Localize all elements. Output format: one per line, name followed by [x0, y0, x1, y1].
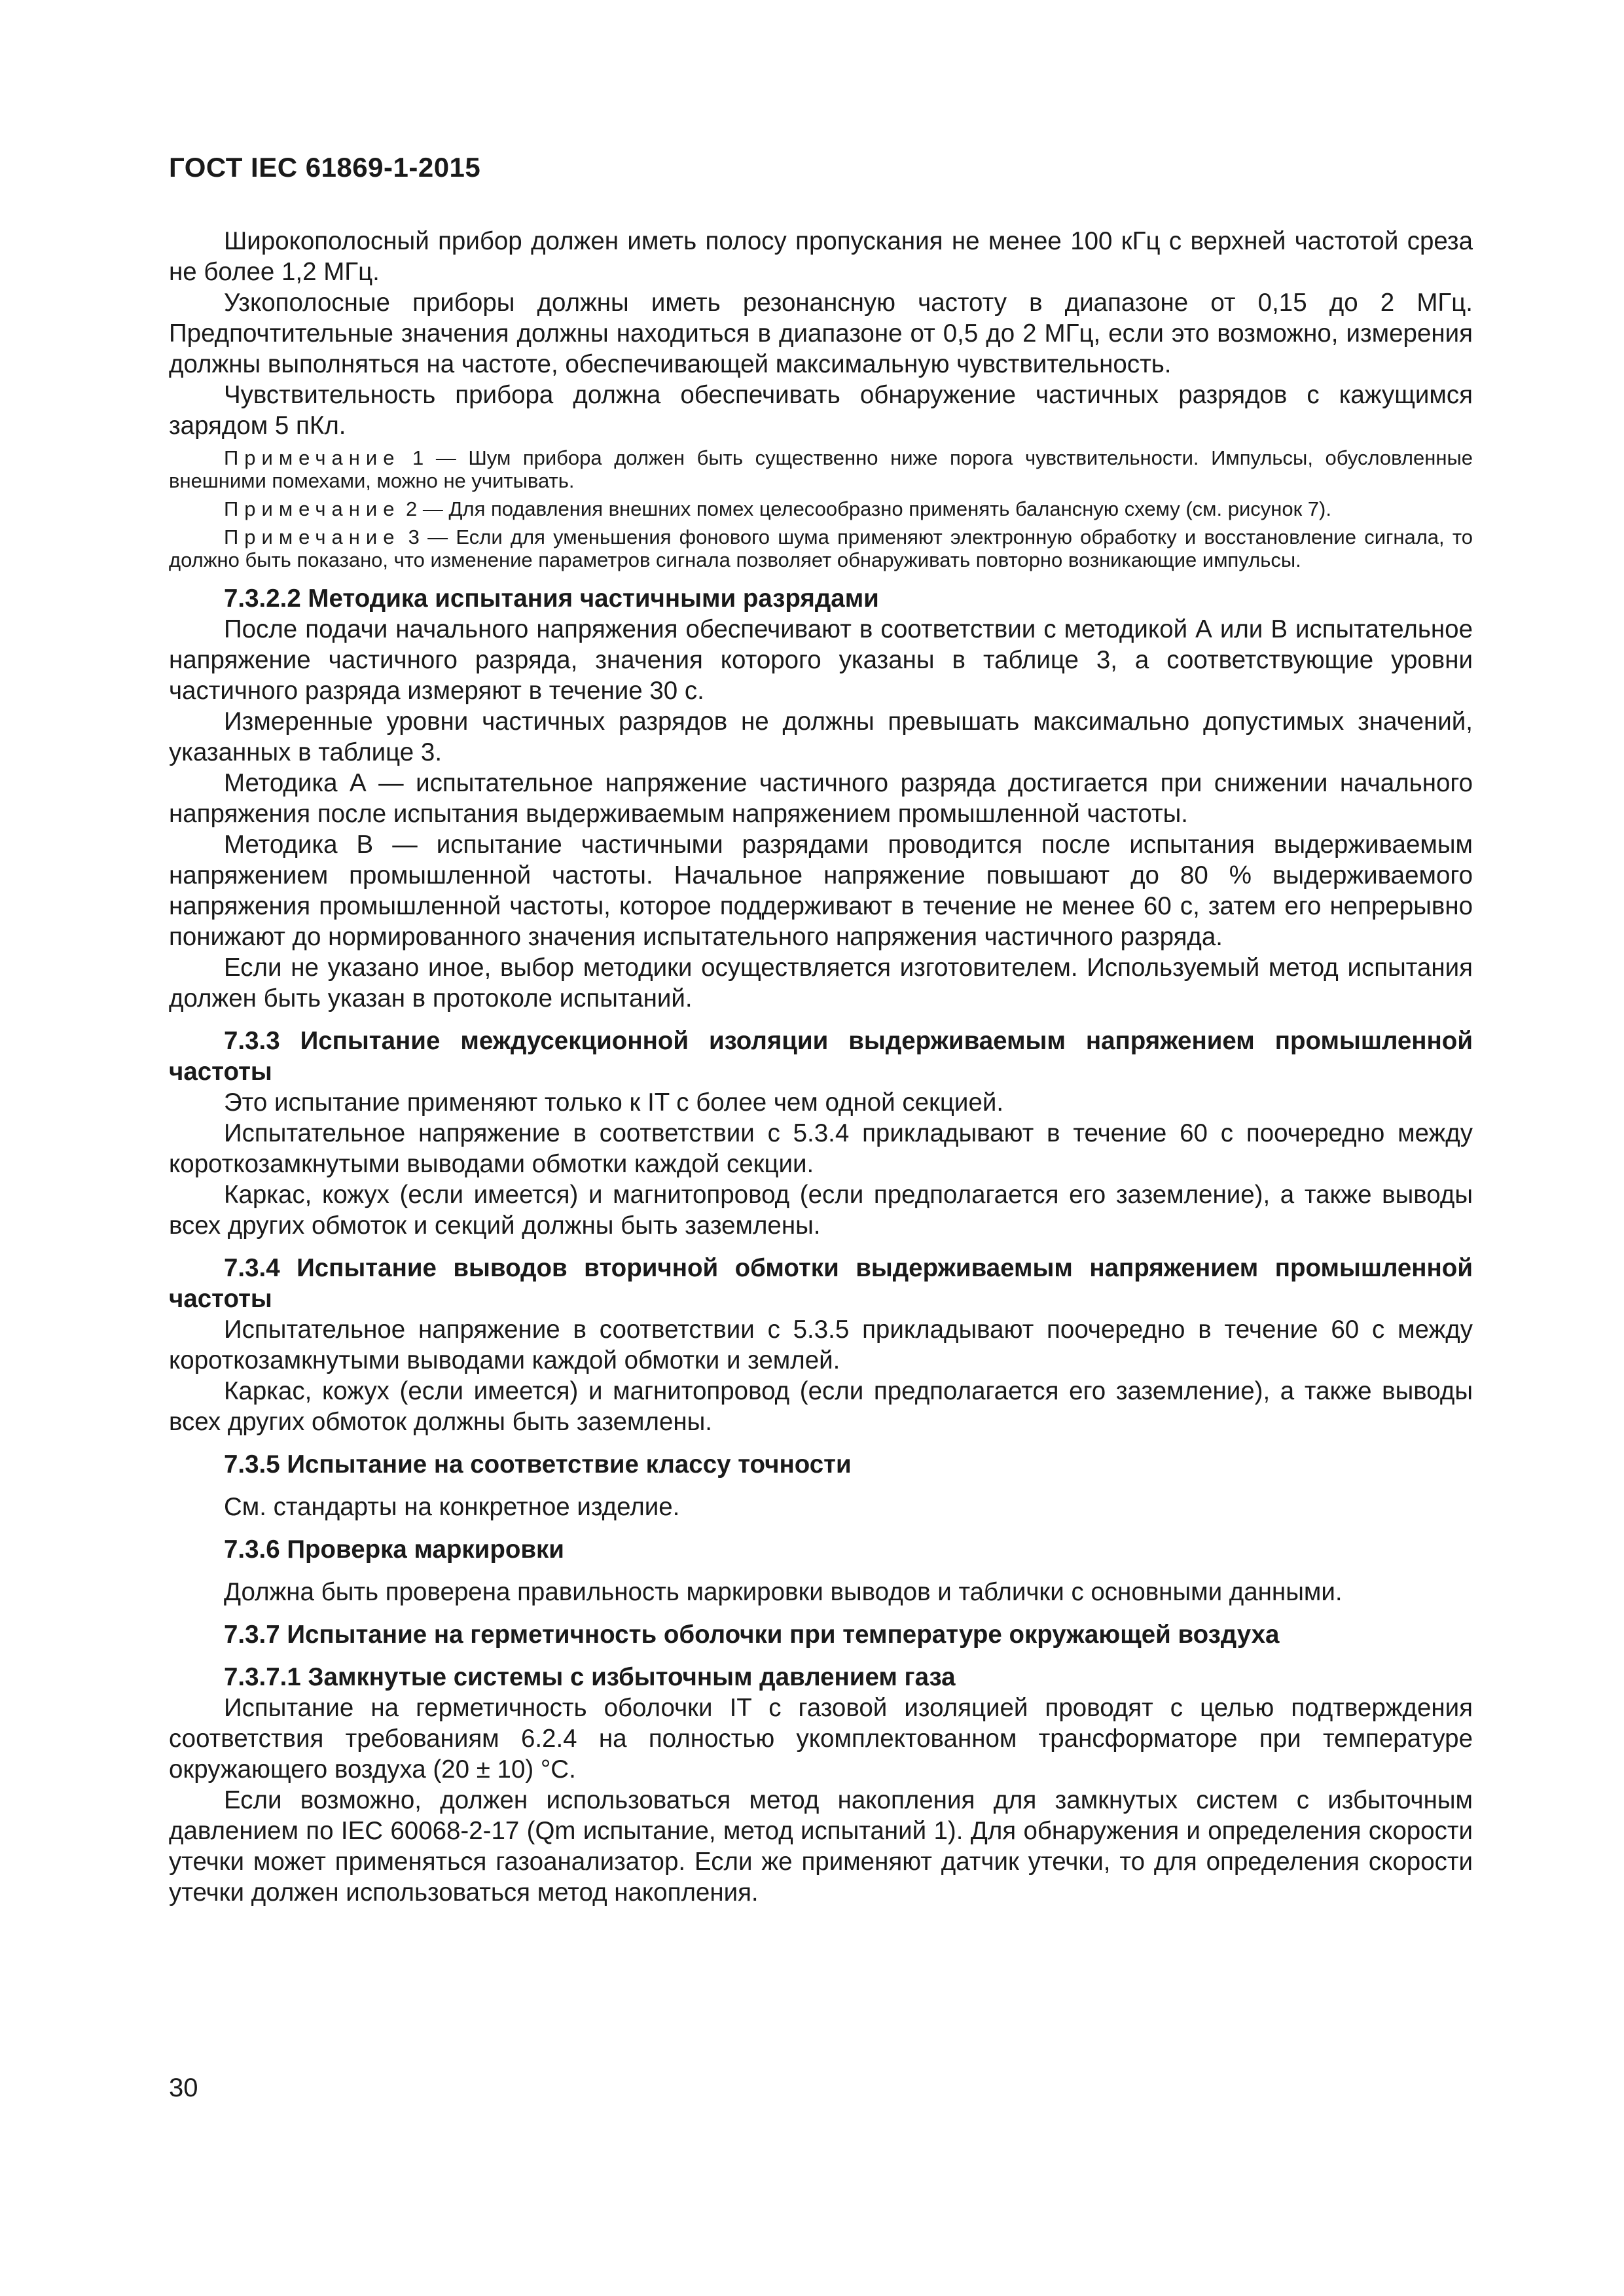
section-heading-7-3-3: 7.3.3 Испытание междусекционной изоляции выдерживаемым напряжением промышленной частоты — [169, 1027, 1473, 1086]
paragraph: Измеренные уровни частичных разрядов не должны превышать максимально допустимых значений, указанных в таблице 3. — [169, 708, 1473, 766]
paragraph: Испытательное напряжение в соответствии с 5.3.4 прикладывают в течение 60 с поочередно между короткозамкнутыми выводами обмотки каждой секции. — [169, 1119, 1473, 1178]
page-number: 30 — [169, 2073, 198, 2102]
section-heading-7-3-7: 7.3.7 Испытание на герметичность оболочки при температуре окружающей воздуха — [224, 1621, 1280, 1649]
section-heading-7-3-5: 7.3.5 Испытание на соответствие классу точности — [224, 1450, 852, 1479]
note-text: 3 — Если для уменьшения фонового шума применяют электронную обработку и восстановление сигнала, то должно быть показано, что изменение параметров сигнала позволяет обнаруживать повторно возникающие импульсы. — [169, 526, 1473, 571]
paragraph: Методика В — испытание частичными разрядами проводится после испытания выдерживаемым напряжением промышленной частоты. Начальное напряжение повышают до 80 % выдерживаемого напряжения промышленной частоты, которое поддерживают в течение не менее 60 с, затем его непрерывно понижают до нормированного значения испытательного напряжения частичного разряда. — [169, 831, 1473, 951]
note-text: 1 — Шум прибора должен быть существенно ниже порога чувствительности. Импульсы, обусловленные внешними помехами, можно не учитывать. — [169, 446, 1473, 492]
section-heading-7-3-7-1: 7.3.7.1 Замкнутые системы с избыточным давлением газа — [224, 1663, 956, 1691]
paragraph: См. стандарты на конкретное изделие. — [224, 1493, 680, 1521]
document-header: ГОСТ IEC 61869-1-2015 — [169, 152, 481, 183]
paragraph: Должна быть проверена правильность маркировки выводов и таблички с основными данными. — [224, 1578, 1343, 1606]
paragraph: Методика А — испытательное напряжение частичного разряда достигается при снижении начального напряжения после испытания выдерживаемым напряжением промышленной частоты. — [169, 769, 1473, 828]
note-2 — [169, 497, 1473, 520]
note-label: Примечание — [224, 497, 401, 520]
paragraph: Это испытание применяют только к IT с более чем одной секцией. — [224, 1088, 1004, 1117]
paragraph: Широкополосный прибор должен иметь полосу пропускания не менее 100 кГц с верхней частотой среза не более 1,2 МГц. — [169, 227, 1473, 286]
note-3 — [169, 526, 1473, 571]
paragraph: Если возможно, должен использоваться метод накопления для замкнутых систем с избыточным давлением по IEC 60068-2-17 (Qm испытание, метод испытаний 1). Для обнаружения и определения скорости утечки может применяться газоанализатор. Если же применяют датчик утечки, то для определения скорости утечки должен использоваться метод накопления. — [169, 1786, 1473, 1907]
paragraph: Каркас, кожух (если имеется) и магнитопровод (если предполагается его заземление), а также выводы всех других обмоток должны быть заземлены. — [169, 1377, 1473, 1436]
paragraph: После подачи начального напряжения обеспечивают в соответствии с методикой А или В испытательное напряжение частичного разряда, значения которого указаны в таблице 3, а соответствующие уровни частичного разряда измеряют в течение 30 с. — [169, 615, 1473, 705]
note-1 — [169, 446, 1473, 492]
paragraph: Каркас, кожух (если имеется) и магнитопровод (если предполагается его заземление), а также выводы всех других обмоток и секций должны быть заземлены. — [169, 1181, 1473, 1240]
note-label: Примечание — [224, 526, 401, 548]
section-heading-7-3-2-2: 7.3.2.2 Методика испытания частичными разрядами — [224, 584, 879, 613]
paragraph: Чувствительность прибора должна обеспечивать обнаружение частичных разрядов с кажущимся зарядом 5 пКл. — [169, 381, 1473, 440]
note-text: 2 — Для подавления внешних помех целесообразно применять балансную схему (см. рисунок 7). — [400, 497, 1331, 520]
document-body — [169, 226, 1473, 1908]
paragraph: Испытательное напряжение в соответствии с 5.3.5 прикладывают поочередно в течение 60 с между короткозамкнутыми выводами каждой обмотки и землей. — [169, 1316, 1473, 1374]
paragraph: Узкополосные приборы должны иметь резонансную частоту в диапазоне от 0,15 до 2 МГц. Предпочтительные значения должны находиться в диапазоне от 0,5 до 2 МГц, если это возможно, измерения должны выполняться на частоте, обеспечивающей максимальную чувствительность. — [169, 289, 1473, 378]
paragraph: Если не указано иное, выбор методики осуществляется изготовителем. Используемый метод испытания должен быть указан в протоколе испытаний. — [169, 954, 1473, 1013]
paragraph: Испытание на герметичность оболочки IT с газовой изоляцией проводят с целью подтверждения соответствия требованиям 6.2.4 на полностью укомплектованном трансформаторе при температуре окружающего воздуха (20 ± 10) °С. — [169, 1694, 1473, 1784]
note-label: Примечание — [224, 446, 401, 469]
section-heading-7-3-4: 7.3.4 Испытание выводов вторичной обмотки выдерживаемым напряжением промышленной частоты — [169, 1254, 1473, 1313]
section-heading-7-3-6: 7.3.6 Проверка маркировки — [224, 1535, 564, 1564]
